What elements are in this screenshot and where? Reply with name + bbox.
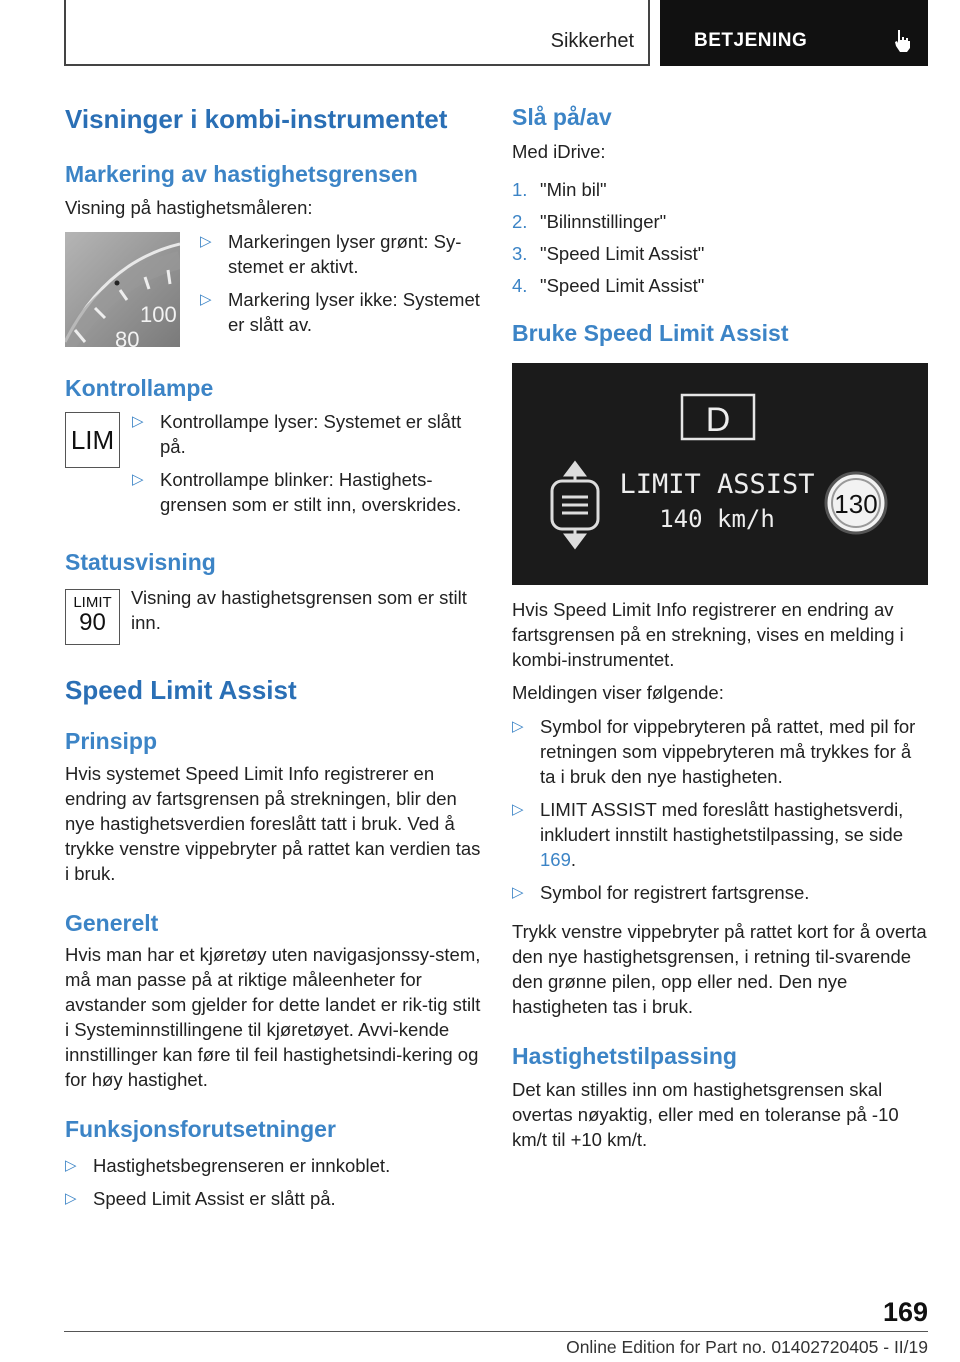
speed-limit-sign-icon	[826, 473, 886, 533]
list-item: ▷ Symbol for registrert fartsgrense.	[512, 882, 810, 904]
lamp-bullets	[132, 409, 483, 525]
use-bullets	[512, 714, 930, 905]
hand-pointer-icon	[890, 28, 916, 54]
gear-indicator: D	[705, 401, 731, 440]
use-text-1: Hvis Speed Limit Info registrerer en endring av fartsgrensen på en strekning, vises en melding i kombi-instrumentet.	[512, 599, 904, 671]
requirements-bullets	[65, 1153, 483, 1211]
display-line-1: LIMIT ASSIST	[619, 469, 815, 501]
display-line-2: 140 km/h	[659, 505, 775, 534]
general-heading: Generelt	[65, 909, 159, 936]
list-item: ▷ Hastighetsbegrenseren er innkoblet.	[65, 1154, 391, 1176]
page-title: Visninger i kombi-instrumentet	[65, 104, 448, 134]
page-number: 169	[882, 1297, 928, 1327]
footer-divider	[64, 1331, 928, 1332]
edition-text: Online Edition for Part no. 01402720405 - II/19	[566, 1337, 928, 1357]
list-item: ▷ LIMIT ASSIST med foreslått hastighetsverdi, inkludert innstilt hastighetstilpassing, se side 169.	[512, 799, 904, 871]
triangle-bullet-icon: ▷	[200, 232, 212, 250]
limit-assist-display-image	[512, 363, 928, 585]
status-heading: Statusvisning	[65, 549, 216, 576]
triangle-bullet-icon: ▷	[132, 413, 144, 431]
gauge-label-100: 100	[140, 301, 177, 327]
triangle-bullet-icon: ▷	[512, 718, 524, 736]
list-item: ▷ Markering lyser ikke: Systemet er slått av.	[200, 288, 480, 335]
speedometer-gauge-image	[65, 232, 180, 347]
principle-text: Hvis systemet Speed Limit Info registrerer en endring av fartsgrensen på strekningen, blir den nye hastighetsverdien foreslått tatt i bruk. Ved å trykke venstre vippebryter på rattet kan verdien tas i bruk.	[65, 762, 481, 884]
triangle-bullet-icon: ▷	[65, 1189, 77, 1207]
list-item: ▷ Symbol for vippebryteren på rattet, med pil for retningen som vippebryteren må trykkes for å ta i bruk den nye hastigheten.	[512, 716, 916, 788]
use-heading: Bruke Speed Limit Assist	[512, 319, 789, 346]
adapt-text: Det kan stilles inn om hastighetsgrensen skal overtas nøyaktig, eller med en toleranse på -10 km/t til +10 km/t.	[512, 1078, 899, 1150]
list-item: ▷ Markeringen lyser grønt: Sy-stemet er aktivt.	[200, 230, 462, 277]
onoff-intro: Med iDrive:	[512, 140, 606, 162]
list-item: ▷ Kontrollampe lyser: Systemet er slått på.	[132, 411, 462, 458]
page-link[interactable]: 169	[540, 849, 571, 871]
principle-heading: Prinsipp	[65, 728, 158, 755]
marking-heading: Markering av hastighetsgrensen	[65, 161, 418, 188]
step-item: 2. "Bilinnstillinger"	[512, 210, 667, 232]
left-column	[65, 96, 483, 1219]
lim-indicator-icon: LIM	[65, 412, 120, 468]
list-item: ▷ Kontrollampe blinker: Hastighets-grensen som er stilt inn, overskrides.	[132, 469, 462, 516]
list-item: ▷ Speed Limit Assist er slått på.	[65, 1187, 336, 1209]
section-title-sla: Speed Limit Assist	[65, 674, 297, 705]
step-item: 3. "Speed Limit Assist"	[512, 242, 705, 264]
use-text-2: Meldingen viser følgende:	[512, 682, 724, 704]
use-text-3: Trykk venstre vippebryter på rattet kort for å overta den nye hastighetsgrensen, i retning til-svarende den grønne pilen, opp eller ned. Den nye hastigheten tas i bruk.	[512, 921, 927, 1018]
chapter-label: BETJENING	[694, 30, 808, 51]
marking-intro: Visning på hastighetsmåleren:	[65, 196, 313, 218]
lamp-heading: Kontrollampe	[65, 374, 214, 401]
onoff-heading: Slå på/av	[512, 104, 612, 130]
limit-sign-icon: LIMIT 90	[65, 589, 120, 645]
triangle-bullet-icon: ▷	[200, 290, 212, 308]
step-item: 1. "Min bil"	[512, 178, 607, 200]
chapter-tab	[660, 0, 928, 66]
triangle-bullet-icon: ▷	[132, 471, 144, 489]
general-text: Hvis man har et kjøretøy uten navigasjonssy-stem, må man passe på at riktige måleenheter for avstander som gjelder for dette landet er rik-tig stilt i Systeminnstillingene til kjøretøyet. Avvi-kende innstillinger kan føre til feil hastighetsindi-kering og for høy hastighet.	[65, 944, 481, 1091]
section-label: Sikkerhet	[550, 30, 634, 52]
requirements-heading: Funksjonsforutsetninger	[65, 1116, 336, 1143]
status-text: Visning av hastighetsgrensen som er stilt inn.	[131, 586, 467, 633]
right-column	[512, 96, 930, 1152]
section-tab	[64, 0, 650, 66]
triangle-bullet-icon: ▷	[512, 884, 524, 902]
adapt-heading: Hastighetstilpassing	[512, 1043, 737, 1070]
svg-text:130: 130	[834, 489, 878, 520]
step-item: 4. "Speed Limit Assist"	[512, 274, 705, 296]
triangle-bullet-icon: ▷	[65, 1156, 77, 1174]
triangle-bullet-icon: ▷	[512, 801, 524, 819]
marking-bullets	[200, 229, 483, 347]
page-header	[64, 0, 928, 66]
onoff-steps	[512, 177, 930, 298]
gauge-label-80: 80	[115, 326, 140, 347]
